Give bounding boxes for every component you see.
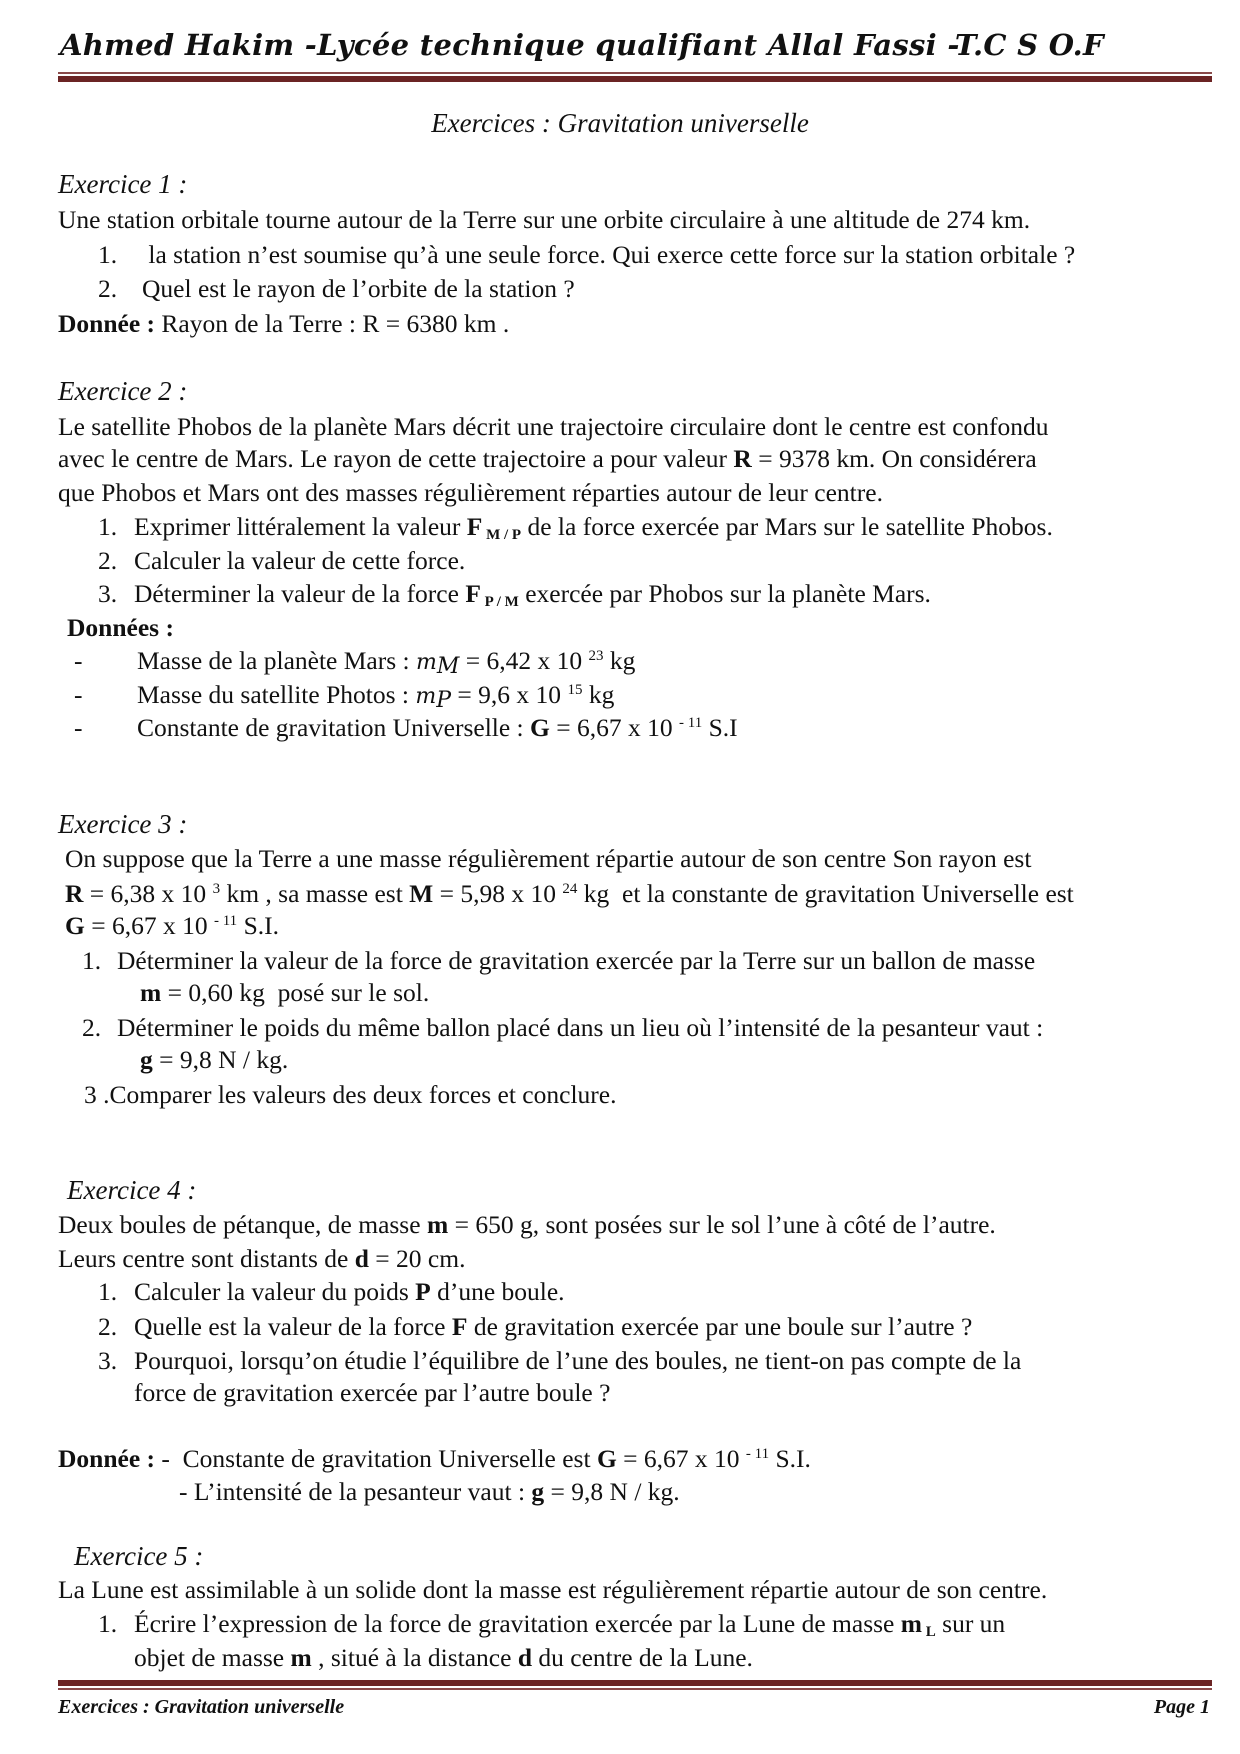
text-line [58, 1209, 996, 1241]
bold-text: Donnée : [58, 1444, 156, 1473]
text-line [134, 578, 931, 610]
text-segment: La Lune est assimilable à un solide dont la masse est régulièrement répartie autour de son centre. [58, 1575, 1048, 1604]
text-segment: S.I. [237, 911, 279, 940]
text-segment: m [415, 684, 437, 709]
text-segment: S.I [702, 713, 738, 742]
text-segment: Déterminer la valeur de la force [134, 579, 466, 608]
text-segment: Pourquoi, lorsqu’on étudie l’équilibre de l’une des boules, ne tient-on pas compte de la [134, 1346, 1022, 1375]
bold-text: Données : [67, 613, 174, 642]
text-line [134, 1276, 565, 1308]
text-line [58, 411, 1049, 443]
text-segment: m [416, 650, 437, 675]
exercise-heading [58, 168, 187, 200]
text-line [65, 910, 279, 942]
text-segment: de gravitation exercée par une boule sur l’autre ? [467, 1312, 973, 1341]
list-marker: - [74, 680, 83, 709]
text-segment: de la force exercée par Mars sur le satellite Phobos. [521, 512, 1053, 541]
bold-text: G [530, 713, 550, 742]
text-segment: Leurs centre sont distants de [58, 1244, 355, 1273]
bold-text: d [517, 1643, 532, 1672]
text-segment: = 0,60 kg posé sur le sol. [161, 978, 430, 1007]
text-segment: = 6,42 x 10 [459, 646, 589, 675]
text-segment: force de gravitation exercée par l’autre boule ? [134, 1378, 611, 1407]
text-segment: Deux boules de pétanque, de masse [58, 1210, 427, 1239]
superscript: 24 [562, 881, 578, 897]
text-segment: 3 .Comparer les valeurs des deux forces et conclure. [84, 1080, 617, 1109]
text-line [58, 1243, 465, 1275]
bold-text: R [733, 444, 752, 473]
text-segment: = 20 cm. [368, 1244, 466, 1273]
text-segment: = 9,8 N / kg. [544, 1477, 680, 1506]
subscript: L [922, 1624, 936, 1640]
text-line [117, 1012, 1043, 1044]
text-segment: Quel est le rayon de l’orbite de la station ? [142, 274, 575, 303]
exercise-heading [74, 1540, 203, 1572]
text-segment: = 6,67 x 10 [84, 911, 214, 940]
text-segment: Le satellite Phobos de la planète Mars décrit une trajectoire circulaire dont le centre est confondu [58, 412, 1049, 441]
bold-text: G [596, 1444, 617, 1473]
text-line [65, 843, 1031, 875]
header-rule-thick [58, 76, 1212, 82]
text-line [134, 1608, 1005, 1640]
list-marker: 1. [82, 946, 102, 975]
page-title: Exercices : Gravitation universelle [431, 108, 809, 138]
bold-text: m [426, 1210, 449, 1239]
text-segment: Une station orbitale tourne autour de la Terre sur une orbite circulaire à une altitude de 274 km. [58, 205, 1031, 234]
text-segment: Exprimer littéralement la valeur [134, 512, 467, 541]
text-segment: d’une boule. [430, 1277, 565, 1306]
text-segment: = 6,38 x 10 [83, 879, 213, 908]
superscript: - 11 [679, 715, 703, 731]
text-line [137, 645, 635, 677]
text-segment: la station n’est soumise qu’à une seule force. Qui exerce cette force sur la station orbitale ? [142, 240, 1076, 269]
text-segment: Exercice 5 : [74, 1541, 204, 1571]
text-segment: = 6,67 x 10 [616, 1444, 746, 1473]
exercise-heading [58, 808, 187, 840]
subscript: M [436, 654, 460, 679]
text-segment: Déterminer le poids du même ballon placé dans un lieu où l’intensité de la pesanteur vaut : [117, 1013, 1044, 1042]
text-segment: Rayon de la Terre : R = 6380 km . [155, 309, 510, 338]
superscript: - 11 [745, 1446, 770, 1462]
text-line [58, 308, 509, 340]
text-segment: = 9,6 x 10 [451, 680, 568, 709]
bold-text: m [140, 978, 162, 1007]
bold-text: M [409, 879, 434, 908]
text-line [117, 945, 1035, 977]
list-marker: 3. [98, 1346, 118, 1375]
superscript: 23 [588, 648, 604, 664]
text-segment: Calculer la valeur de cette force. [134, 546, 466, 575]
text-segment: - L’intensité de la pesanteur vaut : [179, 1477, 532, 1506]
list-marker: 1. [98, 1277, 118, 1306]
bold-text: F [451, 1312, 468, 1341]
text-segment: - Constante de gravitation Universelle est [155, 1444, 597, 1473]
text-segment: kg [582, 680, 615, 709]
list-marker: 1. [98, 512, 118, 541]
text-line [137, 679, 614, 711]
superscript: - 11 [213, 913, 238, 929]
text-segment: kg [603, 646, 636, 675]
bold-text: m [290, 1643, 312, 1672]
text-line [179, 1476, 680, 1508]
footer-title: Exercices : Gravitation universelle [58, 1696, 345, 1718]
text-segment: = 6,67 x 10 [549, 713, 680, 742]
text-segment: kg et la constante de gravitation Universelle est [577, 879, 1074, 908]
footer-rule-thick [58, 1680, 1212, 1686]
text-segment: Déterminer la valeur de la force de gravitation exercée par la Terre sur un ballon de masse [117, 946, 1036, 975]
list-marker: 2. [98, 546, 118, 575]
text-segment: On suppose que la Terre a une masse régulièrement répartie autour de son centre Son rayon est [65, 844, 1032, 873]
text-line [84, 1079, 616, 1111]
text-line [58, 1574, 1047, 1606]
list-marker: 2. [98, 274, 118, 303]
text-line [134, 1311, 972, 1343]
list-marker: - [74, 713, 83, 742]
text-line [142, 273, 575, 305]
bold-text: d [354, 1244, 369, 1273]
list-marker: 3. [98, 579, 118, 608]
list-marker: 1. [98, 240, 118, 269]
text-line [134, 545, 465, 577]
text-line [65, 878, 1074, 910]
text-line [58, 1443, 811, 1475]
bold-text: F [466, 512, 483, 541]
list-marker: 2. [82, 1013, 102, 1042]
bold-text: m [900, 1609, 922, 1638]
text-segment: km , sa masse est [220, 879, 410, 908]
text-segment: sur un [935, 1609, 1006, 1638]
exercise-heading [58, 375, 187, 407]
bold-text: P [415, 1277, 431, 1306]
text-line [134, 511, 1053, 543]
text-segment: Masse du satellite Photos : [137, 680, 416, 709]
text-segment: objet de masse [134, 1643, 291, 1672]
text-segment: Quelle est la valeur de la force [134, 1312, 452, 1341]
text-segment: exercée par Phobos sur la planète Mars. [518, 579, 931, 608]
text-line [67, 612, 174, 644]
text-line [58, 204, 1030, 236]
text-line [137, 712, 738, 744]
text-line [134, 1642, 753, 1674]
text-segment: Exercice 4 : [67, 1175, 197, 1205]
text-segment: Masse de la planète Mars : [137, 646, 416, 675]
text-segment: , situé à la distance [311, 1643, 518, 1672]
text-line [134, 1377, 610, 1409]
bold-text: g [140, 1045, 153, 1074]
subscript: P [436, 688, 452, 713]
list-marker: 1. [98, 1609, 118, 1638]
exercise-heading [67, 1174, 196, 1206]
text-segment: = 650 g, sont posées sur le sol l’une à côté de l’autre. [448, 1210, 996, 1239]
text-segment: du centre de la Lune. [532, 1643, 753, 1672]
subscript: M / P [482, 527, 522, 543]
bold-text: R [65, 879, 84, 908]
text-segment: avec le centre de Mars. Le rayon de cette trajectoire a pour valeur [58, 444, 734, 473]
subscript: P / M [480, 594, 519, 610]
bold-text: Donnée : [58, 309, 156, 338]
text-segment: = 9378 km. On considérera [751, 444, 1037, 473]
text-segment: Exercice 3 : [58, 809, 188, 839]
text-line [134, 1345, 1021, 1377]
text-segment: Exercice 1 : [58, 169, 188, 199]
page-number: Page 1 [1153, 1696, 1210, 1718]
text-segment: S.I. [769, 1444, 811, 1473]
text-line [140, 977, 429, 1009]
superscript: 3 [212, 881, 221, 897]
text-segment: Calculer la valeur du poids [134, 1277, 416, 1306]
text-segment: = 5,98 x 10 [433, 879, 563, 908]
text-line [58, 477, 883, 509]
text-line [140, 1044, 288, 1076]
text-segment: que Phobos et Mars ont des masses régulièrement réparties autour de leur centre. [58, 478, 883, 507]
text-segment: Exercice 2 : [58, 376, 188, 406]
text-segment: = 9,8 N / kg. [152, 1045, 289, 1074]
text-segment: Écrire l’expression de la force de gravitation exercée par la Lune de masse [134, 1609, 901, 1638]
document-header: Ahmed Hakim -Lycée technique qualifiant Allal Fassi -T.C S O.F [60, 28, 1104, 62]
header-rule-thin [58, 72, 1212, 74]
text-line [142, 239, 1075, 271]
bold-text: G [65, 911, 85, 940]
superscript: 15 [567, 682, 583, 698]
text-segment: Constante de gravitation Universelle : [137, 713, 531, 742]
list-marker: 2. [98, 1312, 118, 1341]
bold-text: g [531, 1477, 545, 1506]
list-marker: - [74, 646, 83, 675]
bold-text: F [465, 579, 481, 608]
footer-rule-thin [58, 1688, 1212, 1690]
text-line [58, 443, 1037, 475]
